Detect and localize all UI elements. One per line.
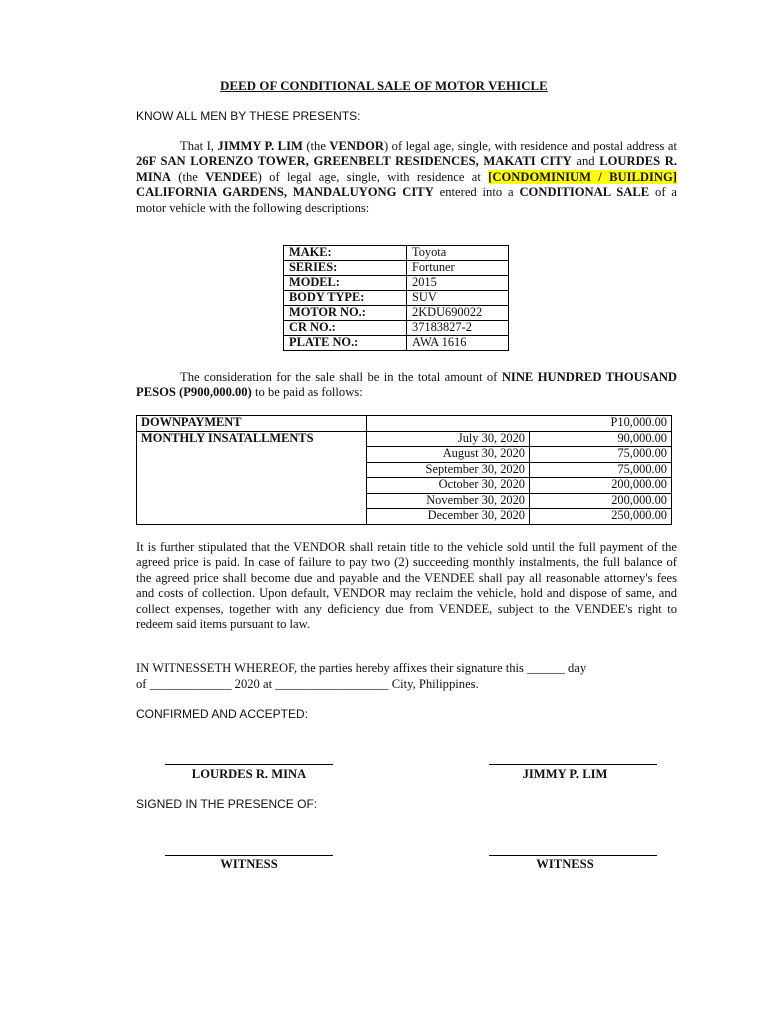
vehicle-field-value: Fortuner xyxy=(407,261,509,276)
vehicle-row xyxy=(284,276,509,291)
installment-amount: 75,000.00 xyxy=(530,462,672,478)
installment-date: October 30, 2020 xyxy=(367,478,530,494)
downpayment-row xyxy=(137,416,672,432)
vehicle-field-label: MAKE: xyxy=(284,246,407,261)
consideration-amount: NINE HUNDRED THOUSAND PESOS (P900,000.00) xyxy=(136,370,678,400)
vehicle-field-label: BODY TYPE: xyxy=(284,291,407,306)
intro-text: That I, xyxy=(180,139,218,153)
signature-line-witness-right xyxy=(489,855,657,856)
vehicle-field-value: SUV xyxy=(407,291,509,306)
vehicle-field-label: SERIES: xyxy=(284,261,407,276)
vehicle-field-label: CR NO.: xyxy=(284,321,407,336)
intro-paragraph xyxy=(136,139,677,216)
installments-label: MONTHLY INSATALLMENTS xyxy=(137,431,367,524)
installment-date: November 30, 2020 xyxy=(367,493,530,509)
vehicle-description-table xyxy=(283,245,509,351)
sale-word: CONDITIONAL SALE xyxy=(519,185,650,200)
intro-text: (the xyxy=(170,169,206,184)
vehicle-row xyxy=(284,336,509,351)
vehicle-field-label: MODEL: xyxy=(284,276,407,291)
confirmed-heading: CONFIRMED AND ACCEPTED: xyxy=(136,707,309,721)
installment-row xyxy=(137,431,672,447)
consideration-paragraph xyxy=(136,370,677,401)
intro-text: (the xyxy=(302,139,330,153)
vendor-signatory-name: JIMMY P. LIM xyxy=(522,767,608,781)
vehicle-field-label: PLATE NO.: xyxy=(284,336,407,351)
witness-right-label: WITNESS xyxy=(536,857,594,871)
intro-text: of a motor vehicle with the following descriptions: xyxy=(136,185,677,215)
signature-line-vendee xyxy=(165,764,333,765)
witness-clause-line-2: of _____________ 2020 at __________________ City, Philippines. xyxy=(136,677,479,691)
signature-line-witness-left xyxy=(165,855,333,856)
vehicle-row xyxy=(284,306,509,321)
installment-amount: 200,000.00 xyxy=(530,493,672,509)
installment-amount: 250,000.00 xyxy=(530,509,672,525)
vehicle-row xyxy=(284,291,509,306)
vehicle-field-value: 2KDU690022 xyxy=(407,306,509,321)
vendor-address: 26F SAN LORENZO TOWER, GREENBELT RESIDENCES, MAKATI CITY xyxy=(136,154,572,169)
installment-date: September 30, 2020 xyxy=(367,462,530,478)
installment-amount: 75,000.00 xyxy=(530,447,672,463)
vendor-name: JIMMY P. LIM xyxy=(217,139,303,153)
witness-clause-line-1: IN WITNESSETH WHEREOF, the parties hereby affixes their signature this ______ day xyxy=(136,661,587,675)
vendor-word: VENDOR xyxy=(329,139,384,153)
downpayment-label: DOWNPAYMENT xyxy=(137,416,367,432)
consideration-text: The consideration for the sale shall be in the total amount of xyxy=(180,370,502,384)
vehicle-field-value: 37183827-2 xyxy=(407,321,509,336)
signature-line-vendor xyxy=(489,764,657,765)
installment-amount: 90,000.00 xyxy=(530,431,672,447)
intro-text: and xyxy=(571,154,600,169)
vehicle-field-label: MOTOR NO.: xyxy=(284,306,407,321)
payment-schedule-table xyxy=(136,415,672,525)
installment-date: July 30, 2020 xyxy=(367,431,530,447)
vehicle-field-value: Toyota xyxy=(407,246,509,261)
intro-text: ) of legal age, single, with residence and postal address at xyxy=(384,139,677,153)
vehicle-row xyxy=(284,321,509,336)
know-all-heading: KNOW ALL MEN BY THESE PRESENTS: xyxy=(136,109,361,123)
vehicle-row xyxy=(284,261,509,276)
vehicle-row xyxy=(284,246,509,261)
witness-left-label: WITNESS xyxy=(220,857,278,871)
document-title: DEED OF CONDITIONAL SALE OF MOTOR VEHICLE xyxy=(220,79,548,93)
installment-date: August 30, 2020 xyxy=(367,447,530,463)
vendee-signatory-name: LOURDES R. MINA xyxy=(191,767,307,781)
address-placeholder-highlight: [CONDOMINIUM / BUILDING] xyxy=(488,169,677,184)
installment-amount: 200,000.00 xyxy=(530,478,672,494)
presence-heading: SIGNED IN THE PRESENCE OF: xyxy=(136,797,318,811)
stipulation-paragraph: It is further stipulated that the VENDOR shall retain title to the vehicle sold until the full payment of the agreed price is paid. In case of failure to pay two (2) succeeding monthly instalments, the full balance of the agreed price shall become due and payable and the VENDEE shall pay all reasonable attorney's fees and costs of collection. Upon default, VENDOR may reclaim the vehicle, hold and dispose of same, and collect expenses, together with any deficiency due from VENDEE, subject to the VENDEE's right to redeem said items pursuant to law. xyxy=(136,540,677,632)
vehicle-field-value: AWA 1616 xyxy=(407,336,509,351)
consideration-text: to be paid as follows: xyxy=(251,385,363,400)
downpayment-amount: P10,000.00 xyxy=(367,416,672,432)
intro-text: ) of legal age, single, with residence at xyxy=(257,169,489,184)
intro-text: entered into a xyxy=(433,185,520,200)
vehicle-field-value: 2015 xyxy=(407,276,509,291)
installment-date: December 30, 2020 xyxy=(367,509,530,525)
vendee-address: CALIFORNIA GARDENS, MANDALUYONG CITY xyxy=(136,185,434,200)
vendee-name: LOURDES R. MINA xyxy=(136,154,677,184)
vendee-word: VENDEE xyxy=(205,169,258,184)
